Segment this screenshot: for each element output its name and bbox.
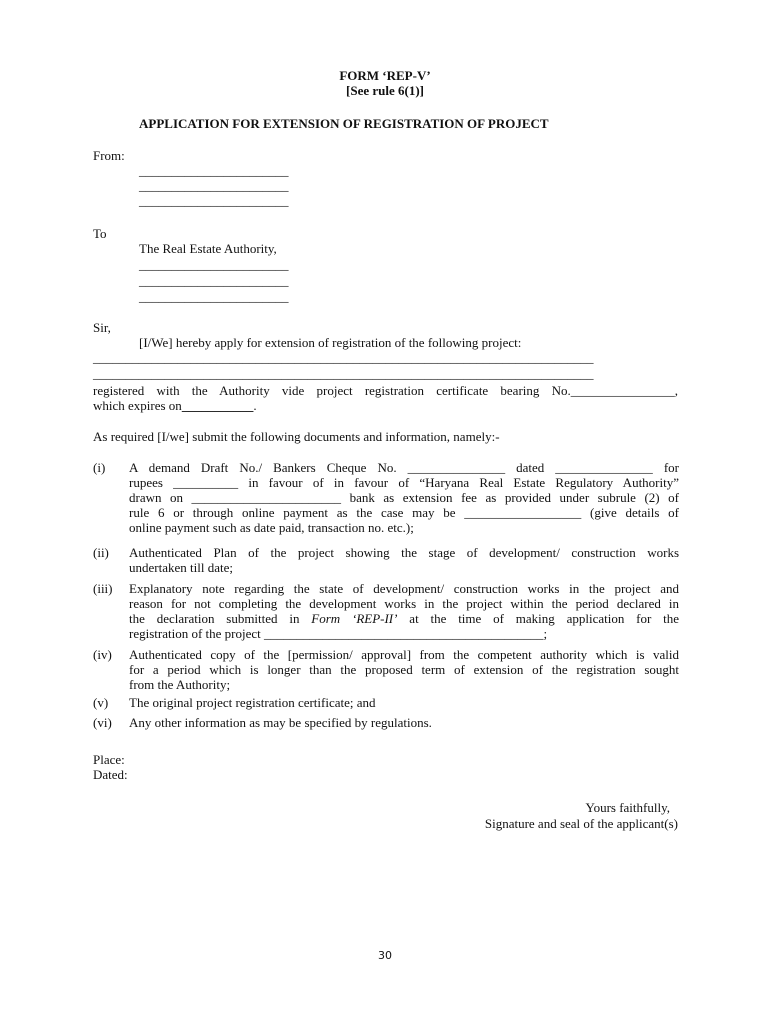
item-line: online payment such as date paid, transaction no. etc.); xyxy=(129,520,414,535)
documents-intro: As required [I/we] submit the following documents and information, namely:- xyxy=(93,429,500,444)
to-label: To xyxy=(93,226,107,241)
item-line: The original project registration certificate; and xyxy=(129,695,376,710)
item-line: from the Authority; xyxy=(129,677,231,692)
from-address-blank: _______________________ xyxy=(139,193,289,208)
dated-label: Dated: xyxy=(93,767,128,782)
item-line: Explanatory note regarding the state of development/ construction works in the project and xyxy=(129,581,679,596)
item-line: reason for not completing the development works in the project within the period declared in xyxy=(129,596,679,611)
expiry-prefix: which expires on xyxy=(93,398,182,413)
item-number: (vi) xyxy=(93,715,112,730)
salutation: Sir, xyxy=(93,320,111,335)
item-number: (v) xyxy=(93,695,109,710)
form-title: FORM ‘REP-V’ xyxy=(339,68,431,83)
item-line: rule 6 or through online payment as the case may be __________________ (give details of xyxy=(129,505,679,520)
document-item xyxy=(129,695,679,710)
document-item xyxy=(129,715,679,730)
closing-phrase: Yours faithfully, xyxy=(585,800,670,815)
from-address-blank: _______________________ xyxy=(139,163,289,178)
document-item xyxy=(129,647,679,692)
expiry-line xyxy=(93,398,257,413)
item-line: Authenticated copy of the [permission/ approval] from the competent authority which is valid xyxy=(129,647,679,662)
item-line: Any other information as may be specified by regulations. xyxy=(129,715,432,730)
page-number: 30 xyxy=(378,949,392,962)
from-label: From: xyxy=(93,148,125,163)
item-line: Authenticated Plan of the project showing the stage of development/ construction works xyxy=(129,545,679,560)
item-line: registration of the project ___________________________________________; xyxy=(129,626,548,641)
item-number: (iv) xyxy=(93,647,112,662)
from-address-blank: _______________________ xyxy=(139,178,289,193)
item-number: (iii) xyxy=(93,581,113,596)
to-address-blank: _______________________ xyxy=(139,273,289,288)
item-line: for a period which is longer than the proposed term of extension of the registration sought xyxy=(129,662,679,677)
application-title: APPLICATION FOR EXTENSION OF REGISTRATION OF PROJECT xyxy=(139,116,549,131)
to-address-blank: _______________________ xyxy=(139,289,289,304)
form-reference: Form ‘REP-II’ xyxy=(311,611,398,626)
item-line: undertaken till date; xyxy=(129,560,233,575)
document-item xyxy=(129,581,679,641)
rule-reference: [See rule 6(1)] xyxy=(346,83,424,98)
item-line: A demand Draft No./ Bankers Cheque No. _______________ dated _______________ for xyxy=(129,460,679,475)
document-item xyxy=(129,545,679,575)
registration-certificate-line: registered with the Authority vide project registration certificate bearing No.________________, xyxy=(93,383,678,398)
item-number: (ii) xyxy=(93,545,109,560)
to-address-blank: _______________________ xyxy=(139,257,289,272)
item-number: (i) xyxy=(93,460,106,475)
expiry-date-blank: ___________ xyxy=(181,398,254,413)
project-name-blank: _____________________________________________________________________________ xyxy=(93,366,594,381)
signature-label: Signature and seal of the applicant(s) xyxy=(484,816,678,831)
place-label: Place: xyxy=(93,752,125,767)
item-line: the declaration submitted in Form ‘REP-II’ at the time of making application for the xyxy=(129,611,680,626)
document-item xyxy=(129,460,679,535)
item-line: drawn on _______________________ bank as extension fee as provided under subrule (2) of xyxy=(129,490,679,505)
expiry-suffix: . xyxy=(253,398,257,413)
authority-name: The Real Estate Authority, xyxy=(139,241,277,256)
item-line: rupees __________ in favour of in favour of “Haryana Real Estate Regulatory Authority” xyxy=(129,475,679,490)
apply-statement: [I/We] hereby apply for extension of registration of the following project: xyxy=(139,335,522,350)
project-name-blank: _____________________________________________________________________________ xyxy=(93,350,594,365)
